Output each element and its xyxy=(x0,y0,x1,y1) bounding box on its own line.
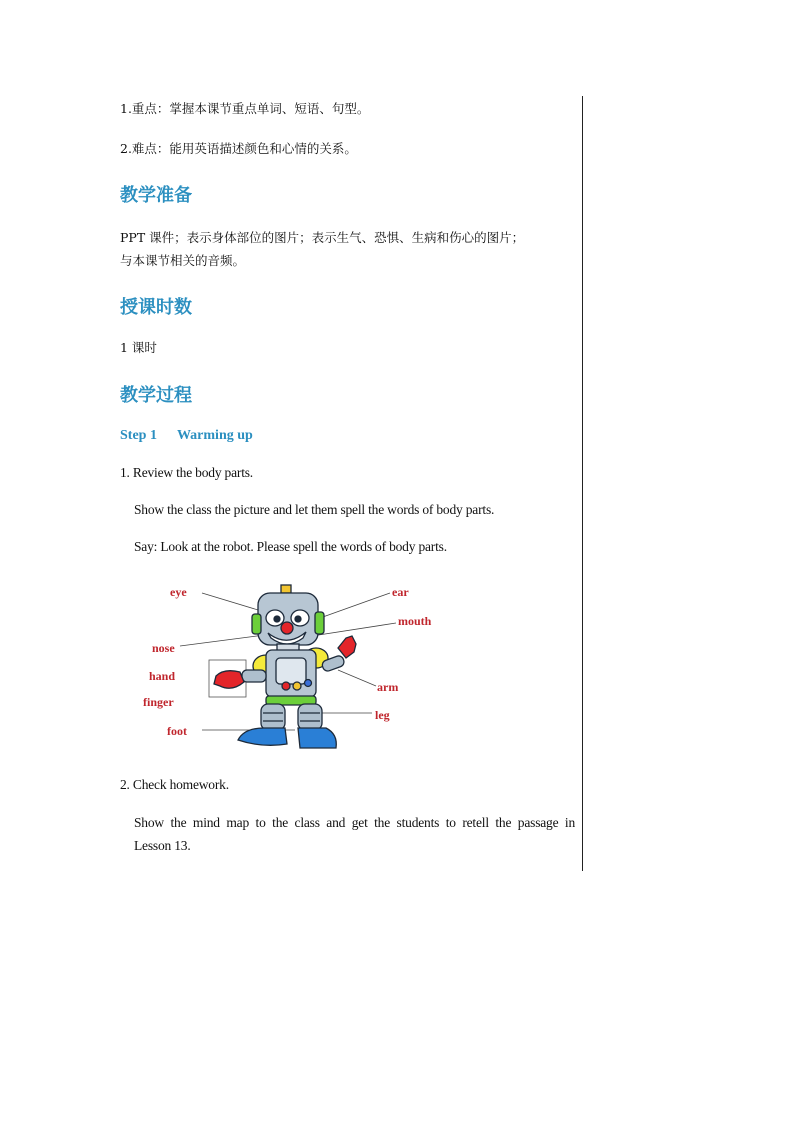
label-finger: finger xyxy=(143,695,174,709)
item-1-detail: Show the class the picture and let them spell the words of body parts. xyxy=(134,502,495,517)
step-number: Step 1 xyxy=(120,428,157,443)
item-2-line-2: Lesson 13. xyxy=(134,838,191,853)
step-heading xyxy=(120,428,273,444)
label-mouth: mouth xyxy=(398,614,432,628)
robot-body-parts-figure xyxy=(140,578,450,758)
item-1-title: 1. Review the body parts. xyxy=(120,465,253,480)
robot-illustration xyxy=(214,585,356,748)
label-ear: ear xyxy=(392,585,409,599)
key-points-line: 1.重点：掌握本课节重点单词、短语、句型。 xyxy=(120,101,370,116)
preparation-line-2: 与本课节相关的音频。 xyxy=(120,253,246,268)
margin-rule xyxy=(582,96,583,871)
item-2-title: 2. Check homework. xyxy=(120,777,229,792)
section-heading-hours: 授课时数 xyxy=(120,297,192,318)
label-hand: hand xyxy=(149,669,176,683)
hours-value: 1 课时 xyxy=(120,340,157,355)
label-foot: foot xyxy=(167,724,187,738)
section-heading-process: 教学过程 xyxy=(120,385,192,406)
item-1-say: Say: Look at the robot. Please spell the words of body parts. xyxy=(134,539,447,554)
label-eye: eye xyxy=(170,585,187,599)
label-nose: nose xyxy=(152,641,175,655)
step-title: Warming up xyxy=(176,428,253,443)
preparation-line-1: PPT 课件；表示身体部位的图片；表示生气、恐惧、生病和伤心的图片； xyxy=(120,230,525,245)
label-arm: arm xyxy=(377,680,399,694)
section-heading-preparation: 教学准备 xyxy=(120,185,192,206)
difficulties-line: 2.难点：能用英语描述颜色和心情的关系。 xyxy=(120,141,357,156)
label-leg: leg xyxy=(375,708,390,722)
item-2-line-1: Show the mind map to the class and get the students to retell the passage in xyxy=(134,815,575,830)
